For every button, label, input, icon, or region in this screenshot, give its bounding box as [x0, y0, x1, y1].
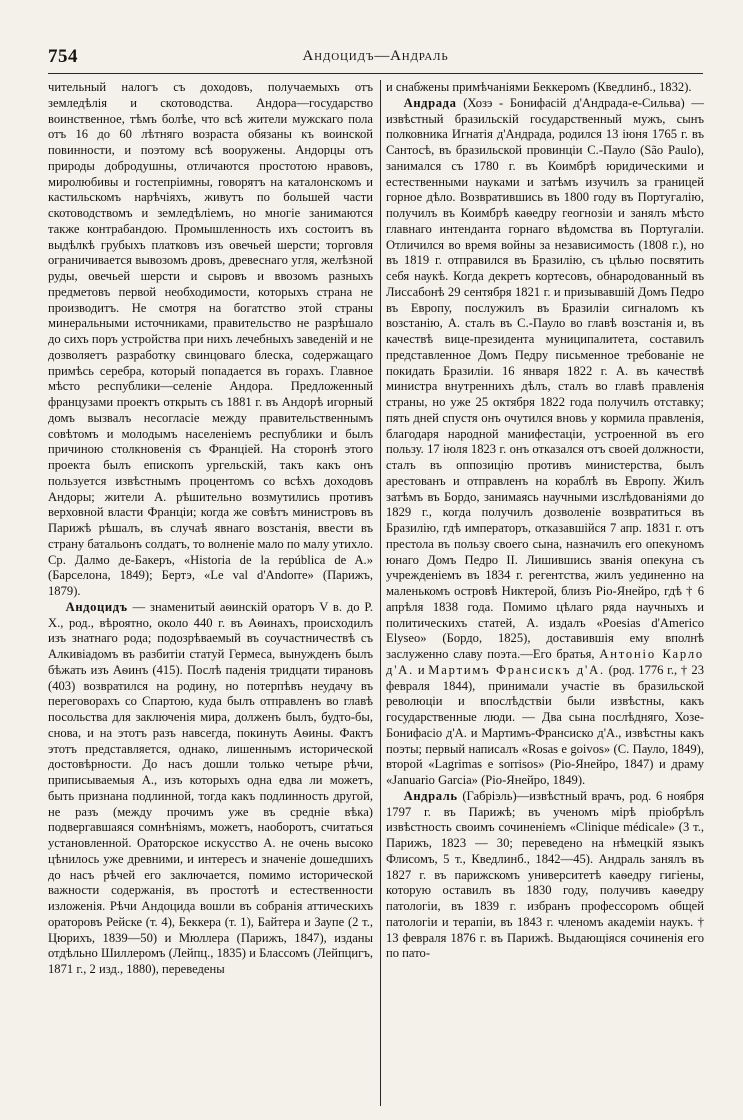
- entry-andokid-body: [48, 600, 373, 978]
- entry-andrada-text-1: (Хозэ - Бонифасій д'Андрада-е-Сильва) — извѣстный бразильскій государственный мужъ, сынъ полковника Игнатія д'Андрада, родился 13 іюня 1765 г. въ Сантосѣ, въ бразильской провинціи С.-Пауло (São Paulo), занимался съ 1780 г. въ Коимбрѣ юридическими и естественными науками и затѣмъ изучилъ за границей горное дѣло. Возвратившись въ 1800 году въ Португалію, получилъ въ Коимбрѣ каѳедру геогнозіи и занялъ мѣсто главнаго интенданта горнаго вѣдомства въ Португаліи. Отличился во время войны за независимость (1808 г.), но въ 1819 г. отправился въ Бразилію, съ цѣлью посвятить себя наукѣ. Когда декретъ кортесовъ, обнародованный въ Лиссабонѣ 29 сентября 1821 г. и призывавшій Домъ Педро въ Европу, послужилъ въ Бразиліи сигналомъ къ возстанію, А. сталъ въ С.-Пауло во главѣ возстанія и, въ качествѣ вице-президента муниципалитета, составилъ представленное Домъ Педру письменное требованіе не покидать Бразиліи. 16 января 1822 г. А. въ качествѣ министра внутреннихъ дѣлъ, сталъ во главѣ правленія страны, но уже 25 октября 1822 года получилъ отставку; пять дней спустя онъ очутился вновь у кормила правленія, благодаря народной манифестаціи, устроенной въ его пользу. 17 іюля 1823 г. онъ отказался отъ своей должности, сталъ въ оппозицію противъ министерства, былъ арестованъ и отправленъ на кораблѣ въ Европу. Жилъ затѣмъ въ Бордо, занимаясь научными изслѣдованіями до 1829 г., когда получилъ дозволеніе возвратиться въ Бразилію, гдѣ императоръ, отказавшійся 7 апр. 1831 г. отъ престола въ пользу своего сына, назначилъ его опекуномъ юнаго Домъ Педро II. Лишившись званія опекуна съ учрежденіемъ въ 1834 г. регентства, жилъ уединенно на маленькомъ островѣ Никтерой, близъ Ріо-Янейро, гдѣ † 6 апрѣля 1838 года. Помимо цѣлаго ряда научныхъ и политическихъ статей, А. издалъ «Poesias d'Americo Elyseo» (Бордо, 1825), доставившія ему вполнѣ заслуженно славу поэта.—Его братья,: [386, 95, 704, 661]
- left-column: [48, 80, 373, 1106]
- page-header: [48, 46, 703, 74]
- entry-andral: [386, 789, 704, 962]
- running-head: Андоцидъ—Андраль: [302, 48, 449, 64]
- entry-andral-text: (Габріэль)—извѣстный врачъ, род. 6 ноября 1797 г. въ Парижѣ; въ ученомъ мірѣ пріобрѣлъ извѣстность своимъ сочиненіемъ «Clinique médicale» (3 т., Парижъ, 1823 — 30; переведено на нѣмецкій языкъ Флисомъ, 5 т., Кведлинб., 1842—45). Андраль занялъ въ 1827 г. въ парижскомъ университетѣ каѳедру гигіены, которую оставилъ въ 1830 году, получивъ каѳедру патологіи, въ 1839 г. избранъ профессоромъ общей патологіи и терапіи, въ 1843 г. членомъ академіи наукъ. † 13 февраля 1876 г. въ Парижѣ. Выдающіяся сочиненія его по пато-: [386, 788, 704, 961]
- header-rule: [48, 73, 703, 74]
- column-divider: [380, 80, 381, 1106]
- continuation-paragraph-andokid: и снабжены примѣчаніями Беккеромъ (Кведлинб., 1832).: [386, 80, 692, 94]
- entry-andral-body: [386, 789, 704, 962]
- entry-andrada-text-2: и: [414, 662, 429, 677]
- entry-andokid-text: — знаменитый аѳинскій ораторъ V в. до Р. Х., род., вѣроятно, около 440 г. въ Аѳинахъ, происходилъ изъ знатнаго рода; подозрѣваемый въ соучастничествѣ съ Алкивіадомъ въ разбитіи статуй Гермеса, вынужденъ былъ бѣжать изъ Аѳинъ (415). Послѣ паденія тридцати тирановъ (403) возвратился на родину, но потерпѣвъ неудачу въ переговорахъ со Спартою, куда былъ отправленъ во главѣ посольства для заключенія мира, долженъ былъ, будто-бы, снова, и на этотъ разъ навсегда, покинуть Аѳины. Фактъ этотъ представляется, однако, лишеннымъ исторической достовѣрности. До насъ дошли только четыре рѣчи, приписываемыя А., изъ которыхъ одна едва ли можетъ, быть признана подлинной, тогда какъ подлинность другой, не разъ (между прочимъ уже въ средніе вѣка) подвергавшаяся сомнѣніямъ, можетъ, наоборотъ, считаться установленной. Ораторское искусство А. не очень высоко цѣнилось уже древними, и интересъ и значеніе дошедшихъ до насъ рѣчей его заключается, помимо исторической важности содержанія, въ простотѣ и естественности изложенія. Рѣчи Андоцида вошли въ собранія аттическихъ ораторовъ Рейске (т. 4), Беккера (т. 1), Байтера и Заупе (2 т., Цюрихъ, 1839—50) и Мюллера (Парижъ, 1847), изданы отдѣльно Шиллеромъ (Лейпц., 1835) и Бласcомъ (Лейпцигъ, 1871 г., 2 изд., 1880), переведены: [48, 599, 373, 976]
- entry-andokid: [48, 600, 373, 978]
- entry-andrada-text-3: (род. 1776 г., † 23 февраля 1844), принимали участіе въ бразильской революціи и впослѣдствіи были извѣстны, какъ государственные люди. — Два сына послѣдняго, Хозе-Бонифасіо д'А. и Мартимъ-Франсиско д'А., извѣстны какъ поэты; первый написалъ «Rosas e goivos» (С. Пауло, 1849), второй «Lagrimas e sorrisos» (Ріо-Янейро, 1847) и драму «Januario Garcia» (Ріо-Янейро, 1849).: [386, 662, 704, 787]
- right-column: [386, 80, 704, 1106]
- entry-andrada-body: [386, 96, 704, 789]
- entry-andokid-lemma: Андоцидъ: [65, 599, 128, 614]
- entry-andrada-lemma: Андрада: [403, 95, 457, 110]
- entry-andral-lemma: Андраль: [403, 788, 458, 803]
- entry-andrada: [386, 96, 704, 789]
- page-number: 754: [48, 46, 78, 67]
- entry-andrada-brother-2: Мартимъ Франсискъ д'А.: [428, 662, 605, 677]
- continuation-paragraph-andora: чительный налогъ съ доходовъ, получаемыхъ отъ земледѣлія и скотоводства. Андора—государство воинственное, тѣмъ болѣе, что всѣ жители мужскаго пола отъ 16 до 60 лѣтняго возраста обязаны къ воинской повинности, и поэтому всѣ вооружены. Андорцы отъ природы добродушны, отличаются простотою нравовъ, миролюбивы и гостепріимны, говорятъ на каталонскомъ и кастильскомъ нарѣчіяхъ, живутъ по большей части скотоводствомъ и земледѣліемъ, но многіе занимаются также контрабандою. Промышленность ихъ состоитъ въ выдѣлкѣ грубыхъ платковъ изъ овечьей шерсти; торговля ограничивается вывозомъ дровъ, древеснаго угля, желѣзной руды, овечьей шерсти и сыровъ и ввозомъ разныхъ предметовъ первой необходимости, которыхъ страна не производитъ. Не смотря на богатство этой страны минеральными источниками, правительство не разрѣшало до сихъ поръ устройства при нихъ лечебныхъ заведеній и не дозволяетъ разработку свинцоваго блеска, содержащаго примѣсь серебра, который попадается въ горахъ. Главное мѣсто республики—селеніе Андора. Предложенный французами проектъ открыть съ 1881 г. въ Андорѣ игорный домъ вызвалъ несогласіе между правительственнымъ совѣтомъ и молодымъ населеніемъ республики и былъ причиною столкновенія съ Франціей. На сторонѣ этого проекта былъ епископъ ургельскій, такъ какъ онъ пользуется извѣстнымъ процентомъ со всѣхъ доходовъ Андоры; жители А. рѣшительно возмутились противъ верховной власти Франціи; когда же совѣтъ министровъ въ Парижѣ рѣшалъ, въ случаѣ явнаго возстанія, ввести въ страну батальонъ солдатъ, то волненіе мало по малу утихло. Ср. Далмо де-Бакеръ, «Historia de la república de A.» (Барселона, 1849); Бертэ, «Le val d'Andorre» (Парижъ, 1879).: [48, 80, 373, 598]
- entry-andrada-brother-1: Антоніо Карло д'А.: [386, 647, 704, 677]
